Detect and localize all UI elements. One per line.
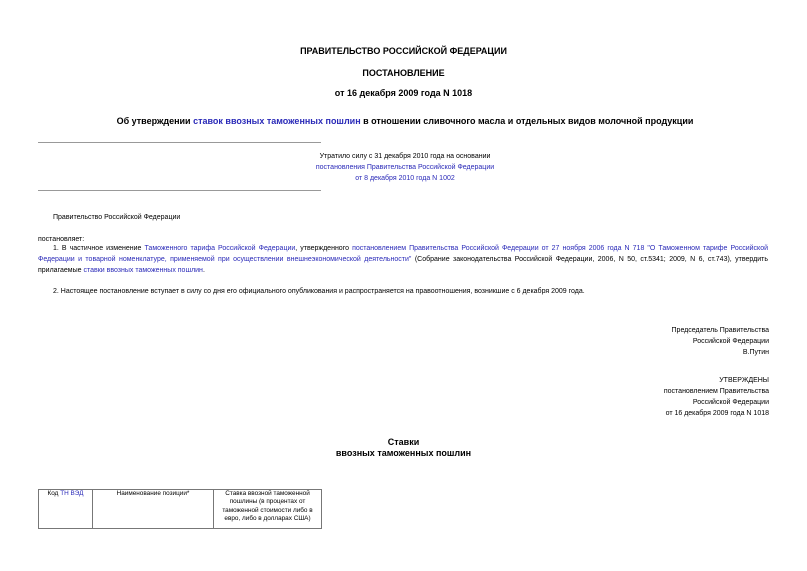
p1-text-b: , утвержденного [295,245,353,252]
title-text-start: Об утверждении [116,116,194,126]
rates-table [38,489,322,529]
link-customs-tariff[interactable]: Таможенного тарифа Российской Федерации [144,245,296,252]
status-link-date[interactable]: от 8 декабря 2010 года N 1002 [355,175,455,182]
rates-title-line1: Ставки [387,437,420,447]
document-type: ПОСТАНОВЛЕНИЕ [362,68,445,78]
status-top-rule [38,142,321,143]
approved-org: Российской Федерации [692,399,769,406]
link-tn-ved[interactable]: ТН ВЭД [60,490,84,497]
code-label: Код [47,490,61,497]
rates-title [0,437,807,459]
status-link-decree[interactable]: постановления Правительства Российской Федерации [315,164,495,171]
document-title [60,116,750,127]
signature-name: В.Путин [742,349,769,356]
link-import-rates[interactable]: ставки ввозных таможенных пошлин [83,267,203,274]
title-link-rates[interactable]: ставок ввозных таможенных пошлин [193,116,361,126]
approved-block [560,375,769,419]
signature-org: Российской Федерации [692,338,769,345]
column-header-code [39,490,93,529]
link-decree-718[interactable]: постановлением Правительства Российской Федерации от 27 ноября 2006 года N 718 "О Таможенном тарифе Российской Федерации и товарной номенклатуре, применяемой при осуществлении внешнеэкономической деятельности" [38,245,769,263]
p1-text-c: (Собрание законодательства Российской Федерации, 2006, N 50, ст.5341; 2009, N 6, ст.743), утвердить прилагаемые [38,256,768,274]
government-heading: ПРАВИТЕЛЬСТВО РОССИЙСКОЙ ФЕДЕРАЦИИ [300,46,507,56]
status-line: Утратило силу с 31 декабря 2010 года на основании [319,153,491,160]
p1-text-d: . [202,267,205,274]
approved-heading: УТВЕРЖДЕНЫ [719,377,769,384]
signature-title: Председатель Правительства [671,327,769,334]
status-bottom-rule [38,190,321,191]
title-text-end: в отношении сливочного масла и отдельных видов молочной продукции [360,116,694,126]
table-header-row [39,490,322,529]
document-date-number: от 16 декабря 2009 года N 1018 [334,88,473,98]
signature-block [560,325,769,358]
paragraph-2: 2. Настоящее постановление вступает в силу со дня его официального опубликования и распространяется на правоотношения, возникшие с 6 декабря 2009 года. [53,288,585,295]
paragraph-1 [38,243,768,276]
approved-date: от 16 декабря 2009 года N 1018 [665,410,769,417]
approved-by: постановлением Правительства [663,388,769,395]
column-header-rate: Ставка ввозной таможенной пошлины (в процентах от таможенной стоимости либо в евро, либо в долларах США) [214,490,322,529]
column-header-name: Наименование позиции* [93,490,214,529]
status-block [280,151,530,184]
p1-text-a: 1. В частичное изменение [53,245,145,252]
decree-word: постановляет: [38,236,85,243]
government-line: Правительство Российской Федерации [53,214,181,221]
rates-title-line2: ввозных таможенных пошлин [335,448,472,458]
